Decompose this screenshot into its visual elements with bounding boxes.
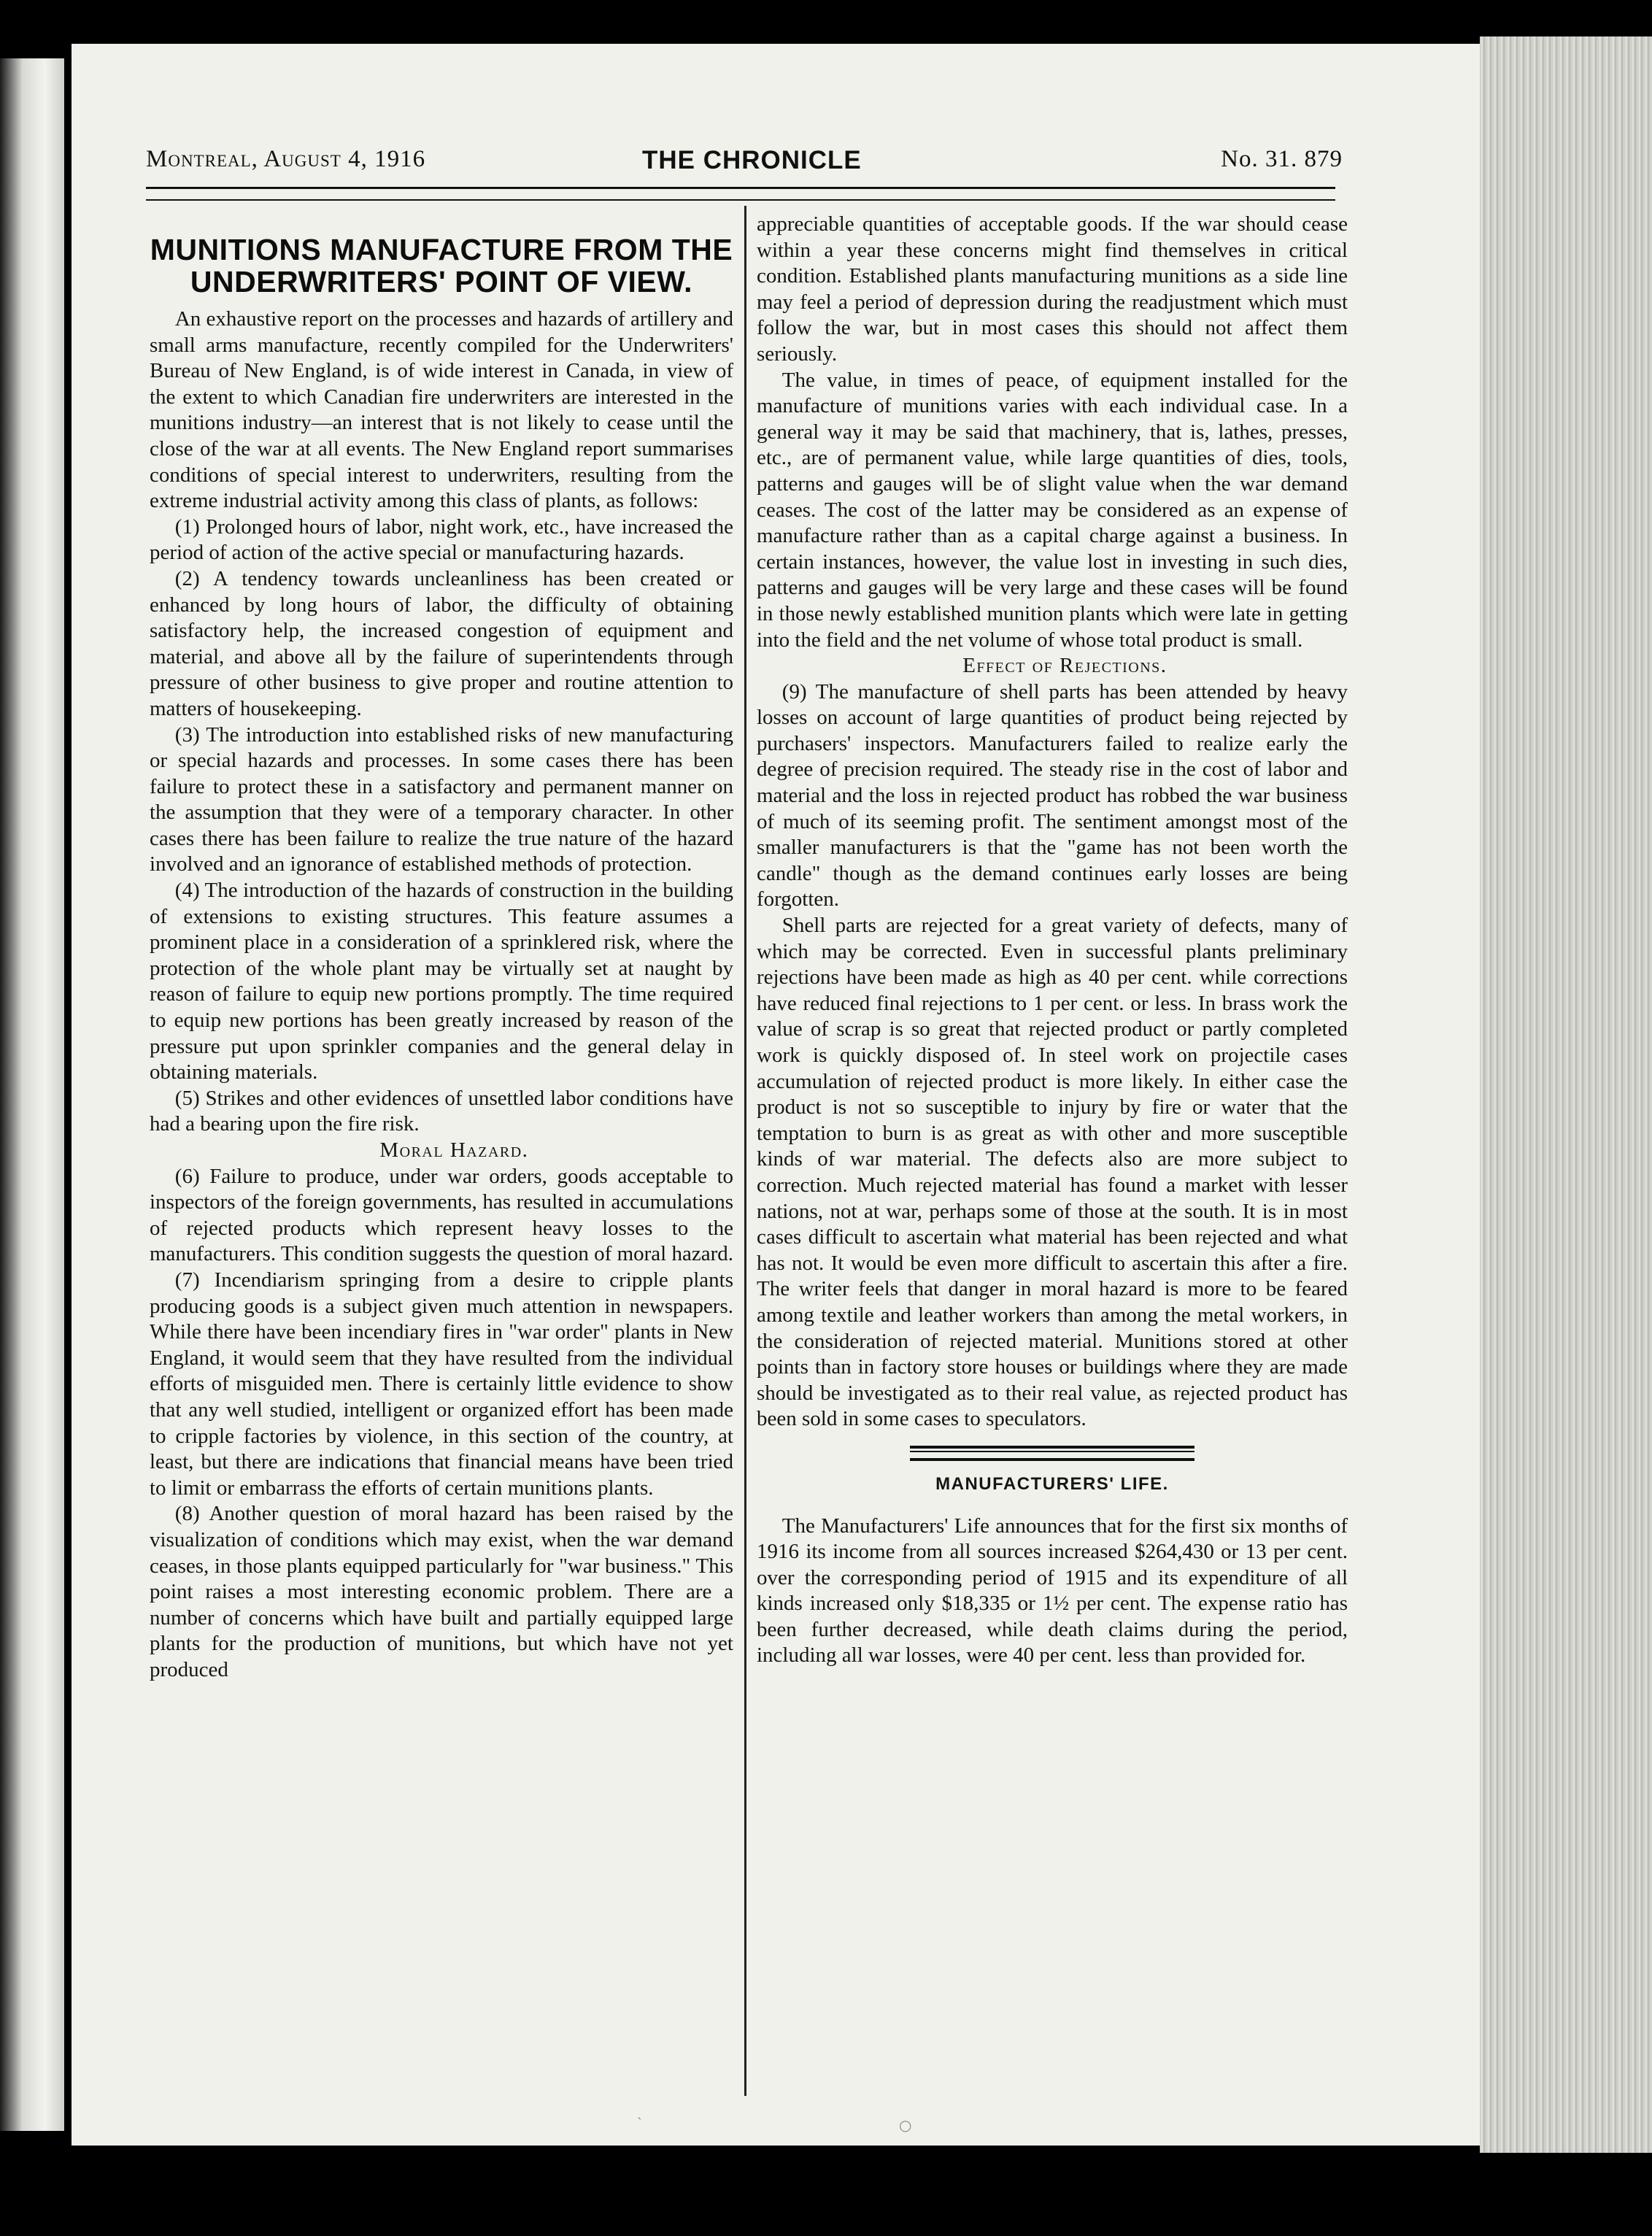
subhead-moral-hazard: Moral Hazard.: [379, 1138, 529, 1162]
page-stack-edge: [1480, 36, 1652, 2153]
article-paragraph: (7) Incendiarism springing from a desire to cripple plants producing goods is a subject given much attention in newspapers. While there have been incendiary fires in "war order" plants in New England, it would seem that they have resulted from the individual efforts of misguided men. There is certainly little evidence to show that any well studied, intelligent or organized effort has been made to cripple factories by violence, in this section of the country, at least, but there are indications that financial means have been tried to limit or embarrass the efforts of certain munitions plants.: [150, 1268, 733, 1500]
header-issue-page: No. 31. 879: [1221, 146, 1343, 172]
article-paragraph: (5) Strikes and other evidences of unsettled labor conditions have had a bearing upon the fire risk.: [150, 1086, 733, 1136]
article-paragraph: (9) The manufacture of shell parts has been attended by heavy losses on account of large quantities of product being rejected by purchasers' inspectors. Manufacturers failed to realize early the degree of precision required. The steady rise in the cost of labor and material and the loss in rejected product has robbed the war business of much of its seeming profit. The sentiment amongst most of the smaller manufacturers is that the "game has not been worth the candle" though as the demand continues early losses are being forgotten.: [757, 679, 1348, 911]
section-divider-rule: [910, 1446, 1194, 1461]
article-paragraph: Shell parts are rejected for a great variety of defects, many of which may be corrected. Even in successful plants preliminary rejections have been made as high as 40 per cent. while corrections have reduced final rejections to 1 per cent. or less. In brass work the value of scrap is so great that rejected product or partly completed work is quickly disposed of. In steel work on projectile cases accumulation of rejected product is more likely. In either case the product is not so susceptible to injury by fire or water that the temptation to burn is as great as with other and more susceptible kinds of war material. The defects also are more subject to correction. Much rejected material has found a market with lesser nations, not at war, perhaps some of those at the south. It is in most cases difficult to ascertain what material has been rejected and what has not. It would be even more difficult to ascertain this after a fire. The writer feels that danger in moral hazard is more to be feared among textile and leather workers than among the metal workers, in the consideration of rejected material. Munitions stored at other points than in factory store houses or buildings where they are made should be investigated as to their real value, as rejected product has been sold in some cases to speculators.: [757, 914, 1348, 1431]
notice-title: MANUFACTURERS' LIFE.: [935, 1473, 1169, 1494]
article-paragraph: (8) Another question of moral hazard has been raised by the visualization of conditions which may exist, when the war demand ceases, in those plants equipped particularly for "war business." This point raises a most interesting economic problem. There are a number of concerns which have built and partially equipped large plants for the production of munitions, but which have not yet produced: [150, 1502, 733, 1681]
header-publication: THE CHRONICLE: [642, 146, 862, 174]
running-header: [146, 146, 1343, 182]
article-paragraph: (1) Prolonged hours of labor, night work, etc., have increased the period of action of the active special or manufacturing hazards.: [150, 514, 733, 565]
left-column: [150, 212, 733, 1683]
print-speck: ○: [899, 2116, 912, 2134]
article-paragraph: An exhaustive report on the processes and hazards of artillery and small arms manufacture, recently compiled for the Underwriters' Bureau of New England, is of wide interest in Canada, in view of the extent to which Canadian fire underwriters are interested in the munitions industry—an interest that is not likely to cease until the close of the war at all events. The New England report summarises conditions of special interest to underwriters, resulting from the extreme industrial activity among this class of plants, as follows:: [150, 307, 733, 513]
column-divider: [744, 206, 746, 2096]
article-paragraph: (6) Failure to produce, under war orders, goods acceptable to inspectors of the foreign governments, has resulted in accumulations of rejected products which represent heavy losses to the manufacturers. This condition suggests the question of moral hazard.: [150, 1164, 733, 1266]
left-page-edge: [0, 58, 64, 2131]
article-headline: MUNITIONS MANUFACTURE FROM THE UNDERWRITERS' POINT OF VIEW.: [150, 233, 733, 298]
article-paragraph-continued: appreciable quantities of acceptable goods. If the war should cease within a year these concerns might find themselves in critical condition. Established plants manufacturing munitions as a side line may feel a period of depression during the readjustment which must follow the war, but in most cases this should not affect them seriously.: [757, 212, 1348, 366]
article-paragraph: (2) A tendency towards uncleanliness has been created or enhanced by long hours of labor, the difficulty of obtaining satisfactory help, the increased congestion of equipment and material, and above all by the failure of superintendents through pressure of other business to give proper and routine attention to matters of housekeeping.: [150, 566, 733, 720]
notice-paragraph: The Manufacturers' Life announces that for the first six months of 1916 its income from all sources increased $264,430 or 13 per cent. over the corresponding period of 1915 and its expenditure of all kinds increased only $18,335 or 1½ per cent. The expense ratio has been further decreased, while death claims during the period, including all war losses, were 40 per cent. less than provided for.: [757, 1514, 1348, 1668]
right-column: [757, 212, 1348, 1669]
article-paragraph: (4) The introduction of the hazards of construction in the building of extensions to existing structures. This feature assumes a prominent place in a consideration of a sprinklered risk, where the protection of the whole plant may be virtually set at naught by reason of failure to equip new portions promptly. The time required to equip new portions has been greatly increased by reason of the pressure put upon sprinkler companies and the general delay in obtaining materials.: [150, 879, 733, 1084]
article-paragraph: The value, in times of peace, of equipment installed for the manufacture of munitions varies with each individual case. In a general way it may be said that machinery, that is, lathes, presses, etc., are of permanent value, while large quantities of dies, tools, patterns and gauges will be of slight value when the war demand ceases. The cost of the latter may be considered as an expense of manufacture rather than as a capital charge against a business. In certain instances, however, the value lost in investing in such dies, patterns and gauges will be very large and these cases will be found in those newly established munition plants which were late in getting into the field and the net volume of whose total product is small.: [757, 368, 1348, 652]
header-date: Montreal, August 4, 1916: [146, 146, 426, 172]
article-paragraph: (3) The introduction into established risks of new manufacturing or special hazards and processes. In some cases there has been failure to protect these in a satisfactory and permanent manner on the assumption that they were of a temporary character. In other cases there has been failure to realize the true nature of the hazard involved and an ignorance of established methods of protection.: [150, 722, 733, 876]
subhead-effect-of-rejections: Effect of Rejections.: [962, 654, 1167, 678]
print-speck: ˴: [637, 2108, 642, 2125]
header-rule: [146, 187, 1335, 201]
